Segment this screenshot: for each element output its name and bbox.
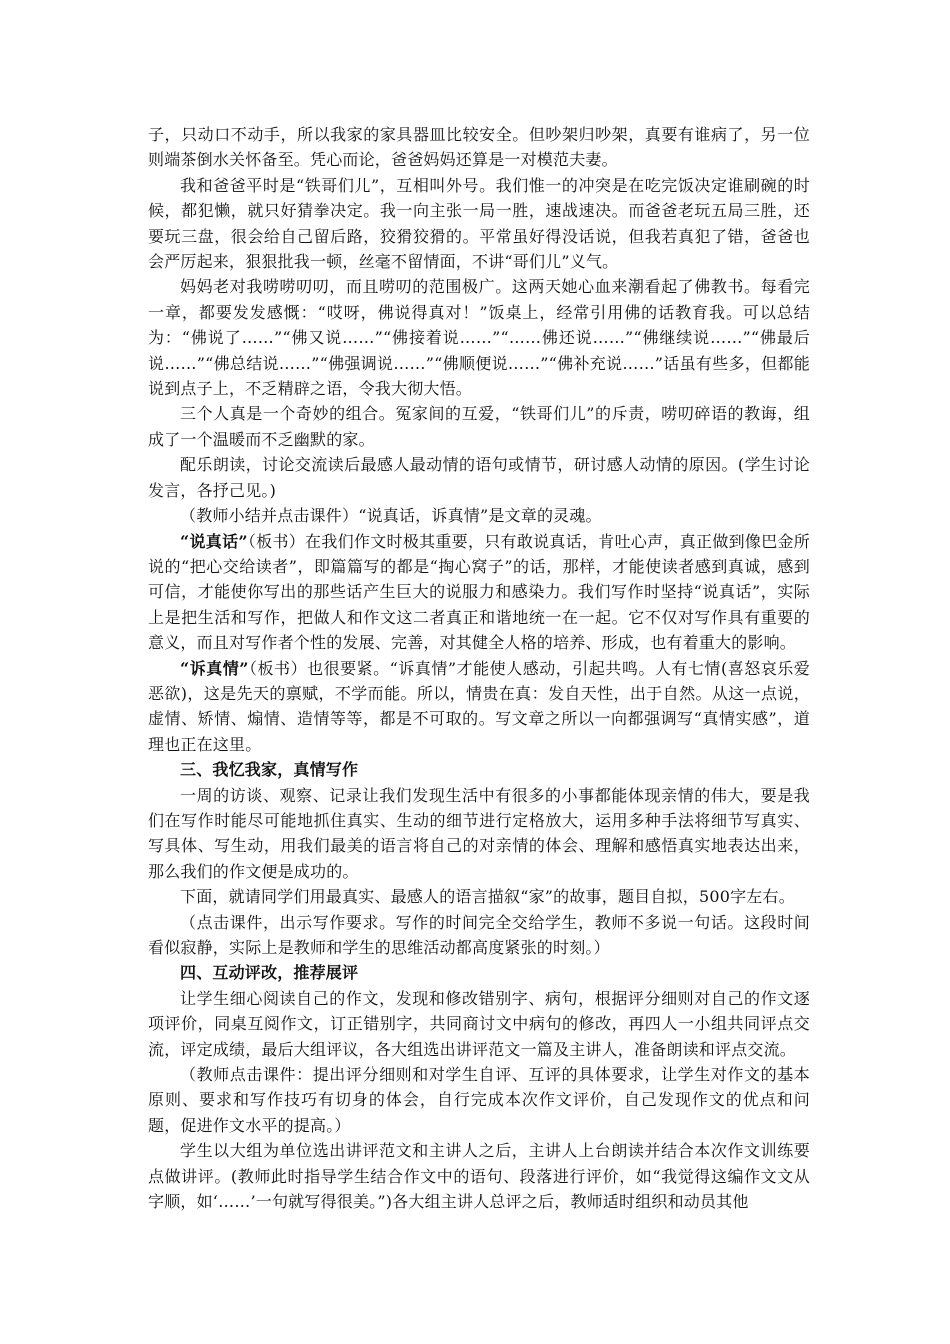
paragraph-writing-note: （点击课件，出示写作要求。写作的时间完全交给学生，教师不多说一句话。这段时间看似寂静，实际上是教师和学生的思维活动都高度紧张的时刻。） <box>148 912 810 957</box>
paragraph-reading-discussion: 配乐朗读，讨论交流读后最感人最动情的语句或情节，研讨感人动情的原因。(学生讨论发言，各抒己见。) <box>148 455 810 500</box>
paragraph-speak-truth <box>148 529 810 656</box>
section-heading-4: 四、互动评改，推荐展评 <box>180 963 359 983</box>
paragraph-father: 我和爸爸平时是“铁哥们儿”，互相叫外号。我们惟一的冲突是在吃完饭决定谁刷碗的时候，都犯懒，就只好猜拳决定。我一向主张一局一胜，速战速决。而爸爸老玩五局三胜，还要玩三盘，很会给自己留后路，狡猾狡猾的。平常虽好得没话说，但我若真犯了错，爸爸也会严厉起来，狠狠批我一顿，丝毫不留情面，不讲“哥们儿”义气。 <box>148 175 810 272</box>
paragraph-summary: 三个人真是一个奇妙的组合。冤家间的互爱，“铁哥们儿”的斥责，唠叨碎语的教诲，组成了一个温暖而不乏幽默的家。 <box>148 404 810 449</box>
paragraph-peer-review: 让学生细心阅读自己的作文，发现和修改错别字、病句，根据评分细则对自己的作文逐项评价，同桌互阅作文，订正错别字，共同商讨文中病句的修改，再四人一小组共同评点交流，评定成绩，最后大组评议，各大组选出讲评范文一篇及主讲人，准备朗读和评点交流。 <box>148 988 810 1059</box>
paragraph-review-criteria: （教师点击课件：提出评分细则和对学生自评、互评的具体要求，让学生对作文的基本原则、要求和写作技巧有切身的体会，自行完成本次作文评价，自己发现作文的优点和问题，促进作文水平的提高。） <box>148 1065 810 1135</box>
section-heading-3: 三、我忆我家，真情写作 <box>180 760 359 780</box>
paragraph-teacher-summary: （教师小结并点击课件）“说真话，诉真情”是文章的灵魂。 <box>180 506 602 526</box>
express-feeling-lead: “诉真情” <box>180 658 249 678</box>
speak-truth-body: （板书）在我们作文时极其重要，只有敢说真话，肯吐心声，真正做到像巴金所说的“把心交给读者”，即篇篇写的都是“掏心窝子”的话，那样，才能使读者感到真诚，感到可信，才能使你写出的那些话产生巨大的说服力和感染力。我们写作时坚持“说真话”，实际上是把生活和写作，把做人和作文这二者真正和谐地统一在一起。它不仅对写作具有重要的意义，而且对写作者个性的发展、完善，对其健全人格的培养、形成，也有着重大的影响。 <box>148 531 810 653</box>
paragraph-mother: 妈妈老对我唠唠叨叨，而且唠叨的范围极广。这两天她心血来潮看起了佛教书。每看完一章，都要发发感慨：“哎呀，佛说得真对！”饭桌上，经常引用佛的话教育我。可以总结为：“佛说了……”“佛又说……”“佛接着说……”“……佛还说……”“佛继续说……”“佛最后说……”“佛总结说……”“佛强调说……”“佛顺便说……”“佛补充说……”话虽有些多，但都能说到点子上，不乏精辟之语，令我大彻大悟。 <box>148 277 810 399</box>
paragraph-writing-task: 下面，就请同学们用最真实、最感人的语言描叙“家”的故事，题目自拟，500字左右。 <box>180 887 795 907</box>
express-feeling-body: （板书）也很要紧。“诉真情”才能使人感动，引起共鸣。人有七情(喜怒哀乐爱恶欲)，这是先天的禀赋，不学而能。所以，情贵在真：发自天性，出于自然。从这一点说，虚情、矫情、煽情、造情等等，都是不可取的。写文章之所以一向都强调写“真情实感”，道理也正在这里。 <box>148 658 810 754</box>
paragraph-express-feeling <box>148 656 810 758</box>
speak-truth-lead: “说真话” <box>180 531 248 551</box>
paragraph-family-parents: 子，只动口不动手，所以我家的家具器皿比较安全。但吵架归吵架，真要有谁病了，另一位则端茶倒水关怀备至。凭心而论，爸爸妈妈还算是一对模范夫妻。 <box>148 125 810 170</box>
paragraph-writing-details: 一周的访谈、观察、记录让我们发现生活中有很多的小事都能体现亲情的伟大，要是我们在写作时能尽可能地抓住真实、生动的细节进行定格放大，运用多种手法将细节写真实、写具体、写生动，用我们最美的语言将自己的对亲情的体会、理解和感悟真实地表达出来，那么我们的作文便是成功的。 <box>148 785 810 881</box>
paragraph-group-presentation: 学生以大组为单位选出讲评范文和主讲人之后，主讲人上台朗读并结合本次作文训练要点做讲评。(教师此时指导学生结合作文中的语句、段落进行评价，如“我觉得这编作文文从字顺，如‘……’一句就写得很美。”)各大组主讲人总评之后，教师适时组织和动员其他 <box>148 1141 810 1212</box>
